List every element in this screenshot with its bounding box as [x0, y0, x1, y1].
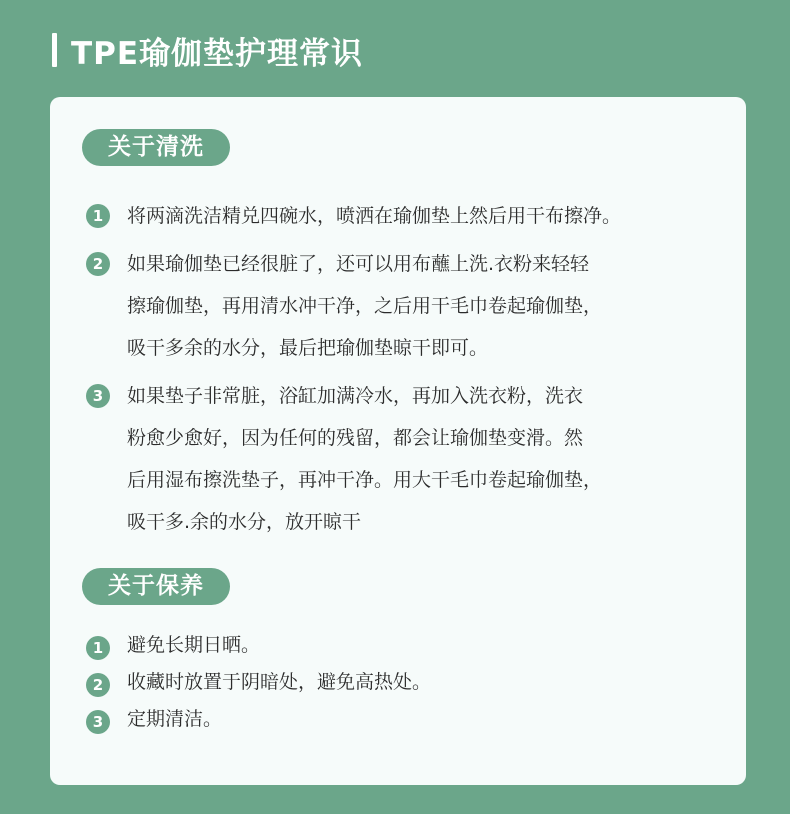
list-item [86, 243, 746, 369]
list-item [86, 195, 746, 237]
section-heading-cleaning: 关于清洗 [82, 129, 230, 166]
step-number-badge: 3 [86, 710, 110, 734]
list-item-text: 收藏时放置于阴暗处，避免高热处。 [127, 671, 432, 693]
list-item-text: 将两滴洗洁精兑四碗水，喷洒在瑜伽垫上然后用干布擦净。 [127, 205, 622, 227]
care-list [86, 627, 746, 738]
step-number-badge: 1 [86, 204, 110, 228]
step-number-badge: 1 [86, 636, 110, 660]
title-accent-bar [52, 33, 57, 67]
page-title-text: TPE瑜伽垫护理常识 [71, 35, 364, 72]
list-item-text: 定期清洁。 [127, 708, 223, 730]
list-item [86, 664, 746, 701]
section-heading-care: 关于保养 [82, 568, 230, 605]
page-title [52, 28, 363, 72]
step-number-badge: 2 [86, 673, 110, 697]
list-item-text: 如果垫子非常脏，浴缸加满冷水，再加入洗衣粉，洗衣 粉愈少愈好，因为任何的残留，都会让瑜伽垫变滑。然 后用湿布擦洗垫子，再冲干净。用大干毛巾卷起瑜伽垫， 吸干多.余的水分，放开晾干 [127, 385, 603, 533]
content-card [50, 97, 746, 785]
list-item [86, 375, 746, 543]
list-item-text: 避免长期日晒。 [127, 634, 261, 656]
list-item [86, 701, 746, 738]
list-item-text: 如果瑜伽垫已经很脏了，还可以用布蘸上洗.衣粉来轻轻 擦瑜伽垫，再用清水冲干净，之后用干毛巾卷起瑜伽垫， 吸干多余的水分，最后把瑜伽垫晾干即可。 [127, 253, 603, 359]
step-number-badge: 3 [86, 384, 110, 408]
list-item [86, 627, 746, 664]
cleaning-list [86, 195, 746, 549]
step-number-badge: 2 [86, 252, 110, 276]
